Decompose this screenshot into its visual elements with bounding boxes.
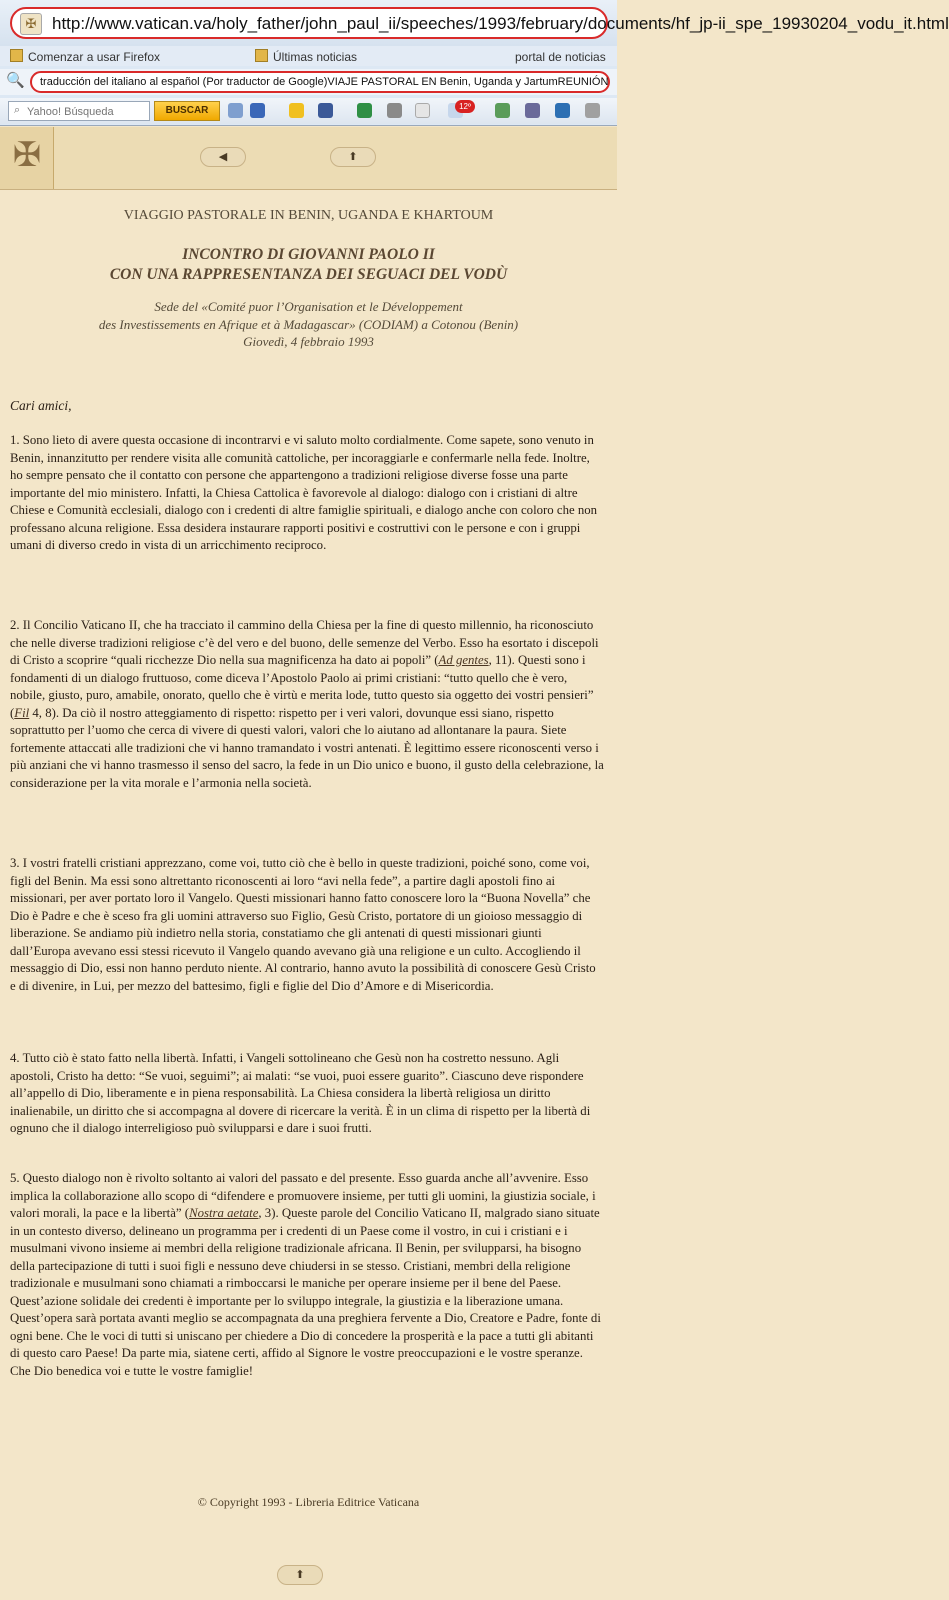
- paragraph-text: Quest’opera sarà portata avanti meglio se accompagnata da una preghiera fervente a Dio, Creatore e Padre, fonte di ogni bene. Che le voci di tutti si uniscano per chiedere a Dio di concedere la prosperità e la pace a tutti gli abitanti di questo caro Paese! Da parte mia, siatene certi, affido al Signore le vostre preoccupazioni e le vostre speranze. Che Dio benedica voi e tutte le vostre famiglie!: [10, 1311, 601, 1378]
- salutation: Cari amici,: [10, 398, 72, 413]
- vatican-crest[interactable]: [0, 127, 54, 189]
- news-icon[interactable]: [357, 103, 372, 118]
- paragraph-4: 4. Tutto ciò è stato fatto nella libertà. Infatti, i Vangeli sottolineano che Gesù non ha costretto nessuno. Agli apostoli, Cristo ha detto: “Se vuoi, seguimi”; ai malati: “se vuoi, puoi essere guarito”. Ciascuno deve rispondere all’appello di Dio, liberamente e in piena responsabilità. La Chiesa considera la libertà religiosa un diritto inalienabile, un diritto che si accompagna al dovere di ricercare la verità. È in un clima di rispetto per la libertà di ognuno che il dialogo interreligioso può svilupparsi e dare i suoi frutti.: [10, 1051, 591, 1135]
- toolbar-more-icon[interactable]: [585, 103, 600, 118]
- address-bar[interactable]: [10, 7, 949, 39]
- bookmark-item[interactable]: Comenzar a usar Firefox: [28, 50, 161, 64]
- ebay-icon[interactable]: [289, 103, 304, 118]
- mail-icon[interactable]: [250, 103, 265, 118]
- translation-toolbar: [0, 69, 617, 95]
- flickr-icon[interactable]: [415, 103, 430, 118]
- journey-heading: VIAGGIO PASTORALE IN BENIN, UGANDA E KHARTOUM: [123, 208, 494, 223]
- bookmark-item[interactable]: portal de noticias: [515, 50, 606, 64]
- footer-up-button[interactable]: [277, 1565, 323, 1585]
- copyright-notice: © Copyright 1993 - Libreria Editrice Vaticana: [197, 1495, 420, 1509]
- page-title: [0, 245, 617, 285]
- yahoo-search-box[interactable]: [8, 101, 150, 121]
- yahoo-toolbar: [0, 98, 617, 124]
- address-bar-row: [0, 0, 949, 46]
- nostra-aetate-link[interactable]: Nostra aetate: [189, 1206, 259, 1220]
- speech-content: [0, 190, 617, 1600]
- back-button[interactable]: [200, 147, 246, 167]
- facebook-icon[interactable]: [318, 103, 333, 118]
- paragraph-text: 2. Il Concilio Vaticano II, che ha tracciato il cammino della Chiesa per la fine di questo millennio, ha riconosciuto che nelle diverse tradizioni religiose c’è del vero e del buono, delle semenze del Verbo. Esso ha esortato i discepoli di Cristo a scoprire “quali ricchezze Dio nella sua magnificenza ha dato ai popoli” (: [10, 618, 599, 667]
- toolbar-pencil-icon[interactable]: [228, 103, 243, 118]
- papal-crest-icon: ✠: [12, 137, 42, 174]
- translation-text: traducción del italiano al español (Por traductor de Google)VIAJE PASTORAL EN Benin, Uganda y JartumREUNIÓN: [40, 76, 609, 88]
- paragraph-text: , 3). Queste parole del Concilio Vaticano II, malgrado siano situate in un contesto diverso, delineano un programma per i credenti di un Paese come il vostro, in cui i cristiani e i musulmani vivono insieme ai membri della religione tradizionale africana. Il Benin, per svilupparsi, ha bisogno della partecipazione di tutti i suoi figli e nessuno deve chiudersi in se stesso. Cristiani, membri della religione tradizionale e musulmani sono chiamati a rimboccarsi le maniche per operare insieme per il bene del Paese. Quest’azione solidale dei credenti è importante per lo sviluppo integrale, la giustizia e la liberazione umana.: [10, 1206, 600, 1308]
- paragraph-text: , 11). Questi sono i fondamenti di un dialogo fruttuoso, come diceva l’Apostolo Paolo ai primi cristiani: “tutto quello che è vero, nobile, giusto, puro, amabile, onorato, quello che è virtù e merita lode, tutto questo sia oggetto dei vostri pensieri” (: [10, 653, 594, 720]
- venue-line: des Investissements en Afrique et à Madagascar» (CODIAM) a Cotonou (Benin): [98, 316, 519, 332]
- paragraph-text: 5. Questo dialogo non è rivolto soltanto ai valori del passato e del presente. Esso guarda anche all’avvenire. Esso implica la collaborazione allo scopo di “difendere e promuovere insieme, per tutti gli uomini, la giustizia sociale, i valori morali, la pace e la libertà” (: [10, 1171, 596, 1220]
- arrow-up-icon: ⬆: [348, 151, 358, 163]
- buscar-button[interactable]: BUSCAR: [154, 101, 220, 121]
- ad-gentes-link[interactable]: Ad gentes: [438, 653, 489, 667]
- bookmark-folder-icon: [10, 49, 23, 62]
- toolbar-app-icon[interactable]: [495, 103, 510, 118]
- bookmarks-bar: [0, 46, 617, 66]
- notification-badge: 12º: [455, 100, 475, 113]
- toolbar-settings-icon[interactable]: [525, 103, 540, 118]
- paragraph-text: 4, 8). Da ciò il nostro atteggiamento di rispetto: rispetto per i veri valori, dovunque essi siano, rispetto soprattutto per l’uomo che cerca di vivere di questi valori, valori che lo aiutano ad allontanare la paura. Siete fortemente attaccati alle tradizioni che vi hanno tramandato i vostri antenati. È legittimo essere riconoscenti verso i più anziani che vi hanno trasmesso il senso del sacro, la fede in un Dio unico e buono, il gusto della celebrazione, la considerazione per la vita morale e l’armonia nella società.: [10, 705, 604, 790]
- arrow-up-icon: ⬆: [295, 1569, 305, 1581]
- paragraph-5: [10, 1170, 604, 1380]
- browser-chrome: [0, 0, 949, 126]
- speech-date: Giovedì, 4 febbraio 1993: [243, 334, 374, 349]
- bookmark-item[interactable]: Últimas noticias: [273, 50, 358, 64]
- url-text[interactable]: http://www.vatican.va/holy_father/john_paul_ii/speeches/1993/february/documents/hf_jp-ii_spe_19930204_vodu_it.html: [52, 14, 949, 33]
- title-line: CON UNA RAPPRESENTANZA DEI SEGUACI DEL VODÙ: [109, 266, 508, 283]
- up-button[interactable]: [330, 147, 376, 167]
- arrow-left-icon: ◀: [218, 151, 228, 163]
- title-line: INCONTRO DI GIOVANNI PAOLO II: [182, 246, 435, 263]
- paragraph-3: 3. I vostri fratelli cristiani apprezzano, come voi, tutto ciò che è bello in queste tradizioni, poiché sono, come voi, figli del Benin. Ma essi sono altrettanto riconoscenti ai loro “avi nella fede”, a partire dagli apostoli fino ai missionari, per aver portato loro il Vangelo. Questi missionari hanno fatto conoscere loro la “Buona Novella” che Dio è Padre e che è sceso fra gli uomini attraverso suo Figlio, Gesù Cristo, portatore di un gioioso messaggio di liberazione. Se andiamo più indietro nella storia, constatiamo che gli antenati di questi missionari giunti dall’Europa avevano essi stessi ricevuto il Vangelo quando avevano già una religione e un culto. Accogliendo il messaggio di Dio, essi non hanno perduto niente. Al contrario, hanno avuto la possibilità di conoscere Gesù Cristo e di divenire, in Lui, per mezzo del battesimo, figli e figlie del Dio d’Amore e di Misericordia.: [10, 856, 596, 993]
- paragraph-2: [10, 617, 604, 792]
- search-icon[interactable]: 🔍: [6, 73, 25, 89]
- toolbar-extension-icon[interactable]: [555, 103, 570, 118]
- yahoo-search-icon: ⌕: [14, 104, 21, 116]
- yahoo-search-input[interactable]: [27, 104, 147, 120]
- page-header: [0, 127, 617, 190]
- games-icon[interactable]: [387, 103, 402, 118]
- venue-info: [0, 298, 617, 351]
- fil-citation: Fil: [14, 705, 30, 720]
- site-favicon-icon: ✠: [20, 13, 42, 35]
- paragraph-1: 1. Sono lieto di avere questa occasione di incontrarvi e vi saluto molto cordialmente. Come sapete, sono venuto in Benin, innanzitutto per rendere visita alle comunità cattoliche, per incoraggiarle e confermarle nella fede. Inoltre, ho sempre pensato che il contatto con persone che appartengono a tradizioni religiose diverse fosse una parte importante del mio ministero. Infatti, la Chiesa Cattolica è favorevole al dialogo: dialogo con i cristiani di altre Chiese e Comunità ecclesiali, dialogo con i credenti di altre famiglie spirituali, e dialogo anche con coloro che non professano alcuna religione. Essa desidera instaurare rapporti positivi e costruttivi con le persone e con i gruppi umani di diverso credo in vista di un arricchimento reciproco.: [10, 433, 598, 552]
- translation-field[interactable]: [30, 71, 610, 93]
- venue-line: Sede del «Comité puor l’Organisation et le Développement: [154, 299, 463, 314]
- bookmark-rss-icon: [255, 49, 268, 62]
